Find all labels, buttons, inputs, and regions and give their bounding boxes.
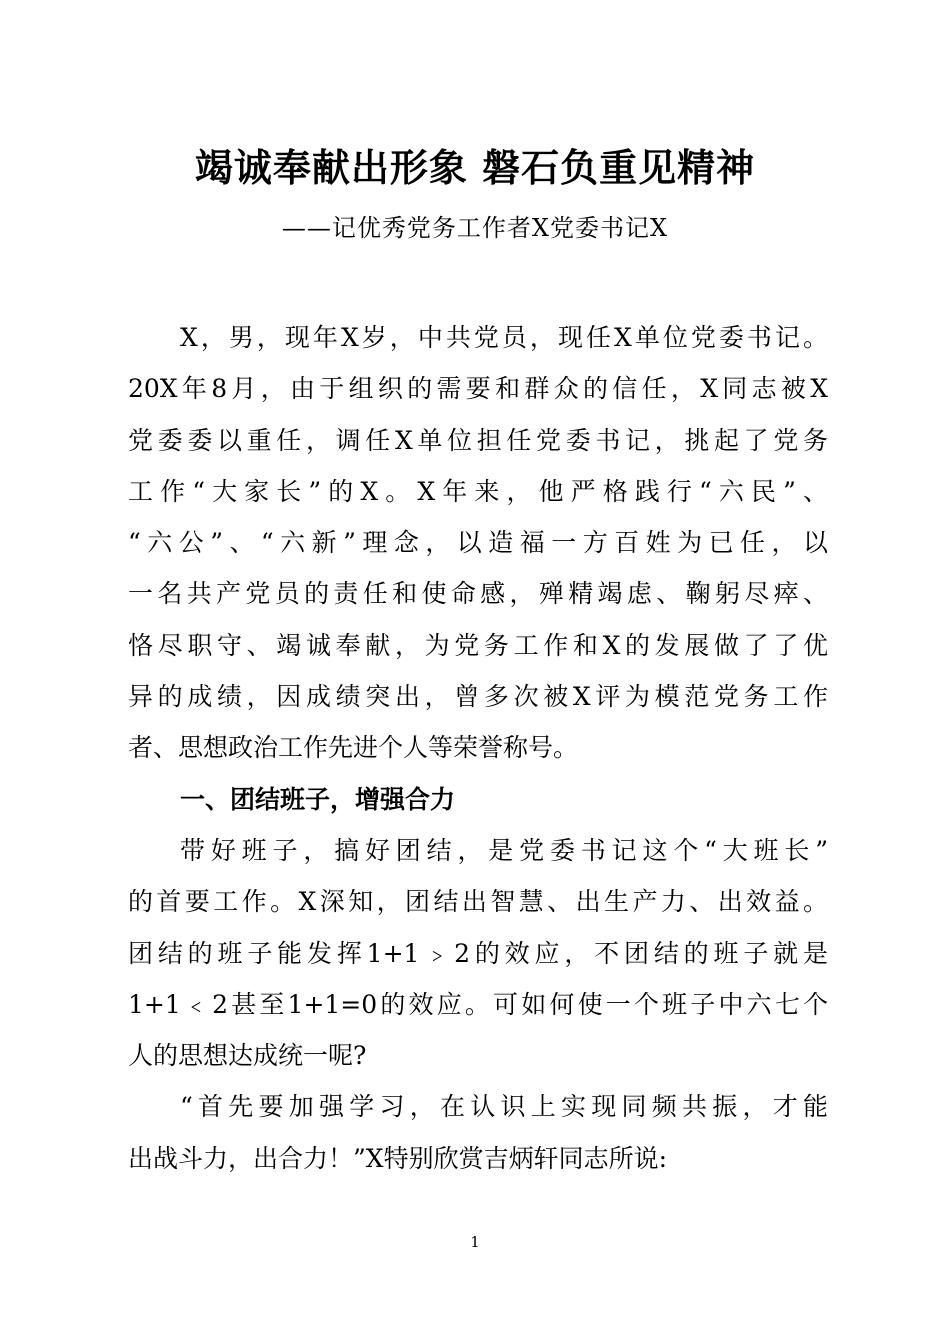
text-line: 党委委以重任，调任X单位担任党委书记，挑起了党务 — [128, 425, 828, 455]
paragraph-2 — [128, 825, 828, 1081]
text-line: X，男，现年X岁，中共党员，现任X单位党委书记。 — [180, 323, 828, 352]
text-line: 恪尽职守、竭诚奉献，为党务工作和X的发展做了了优 — [128, 630, 828, 660]
text-line: 20X年8月，由于组织的需要和群众的信任，X同志被X — [128, 374, 828, 404]
page-number: 1 — [470, 1233, 480, 1251]
text-line: 一名共产党员的责任和使命感，殚精竭虑、鞠躬尽瘁、 — [128, 579, 828, 609]
text-line: 工作“大家长”的X。X年来，他严格践行“六民”、 — [128, 476, 828, 506]
text-line: 1+1﹤2甚至1+1=0的效应。可如何使一个班子中六七个 — [128, 989, 828, 1019]
text-line: 者、思想政治工作先进个人等荣誉称号。 — [128, 733, 579, 763]
paragraph-1 — [128, 312, 828, 774]
text-line: “六公”、“六新”理念，以造福一方百姓为已任，以 — [128, 528, 828, 558]
text-line: 出战斗力，出合力！”X特别欣赏吉炳轩同志所说: — [128, 1143, 668, 1173]
text-line: 人的思想达成统一呢? — [128, 1041, 367, 1071]
paragraph-3 — [128, 1081, 828, 1184]
text-line: 带好班子，搞好团结，是党委书记这个“大班长” — [180, 835, 828, 865]
document-body — [128, 312, 828, 1184]
text-line: 的首要工作。X深知，团结出智慧、出生产力、出效益。 — [128, 887, 828, 917]
text-line: 异的成绩，因成绩突出，曾多次被X评为模范党务工作 — [128, 682, 828, 712]
section-heading: 一、团结班子，增强合力 — [180, 784, 456, 814]
document-title: 竭诚奉献出形象 磐石负重见精神 — [194, 146, 756, 190]
text-line: 团结的班子能发挥1+1﹥2的效应，不团结的班子就是 — [128, 938, 828, 968]
document-subtitle: ——记优秀党务工作者X党委书记X — [281, 214, 669, 242]
text-line: “首先要加强学习，在认识上实现同频共振，才能 — [180, 1092, 828, 1122]
